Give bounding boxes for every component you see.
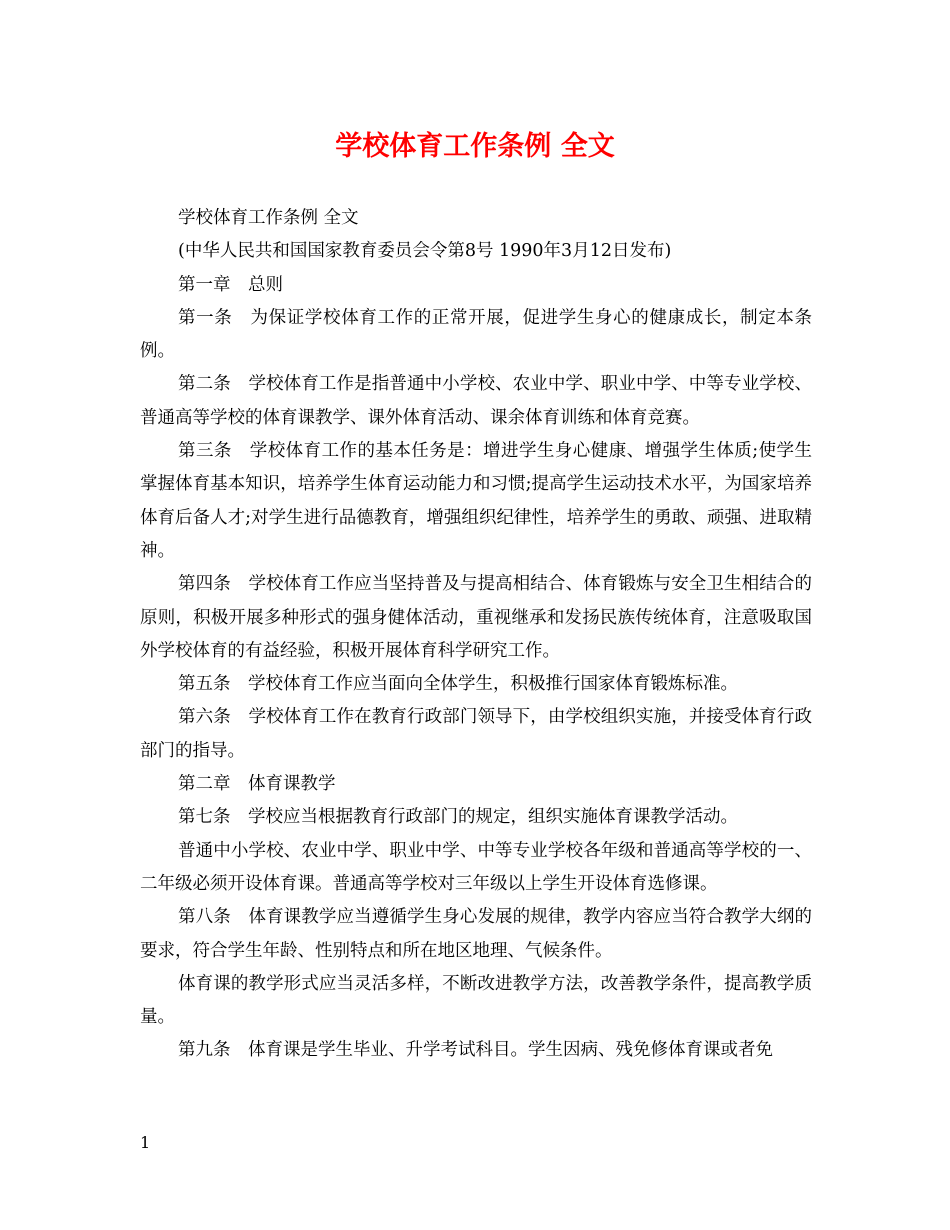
document-title: 学校体育工作条例 全文 (335, 131, 615, 162)
paragraph: 第四条 学校体育工作应当坚持普及与提高相结合、体育锻炼与安全卫生相结合的原则，积极开展多种形式的强身健体活动，重视继承和发扬民族传统体育，注意吸取国外学校体育的有益经验，积极开展体育科学研究工作。 (140, 574, 812, 661)
paragraph: 第五条 学校体育工作应当面向全体学生，积极推行国家体育锻炼标准。 (178, 674, 738, 695)
paragraph: 第二条 学校体育工作是指普通中小学校、农业中学、职业中学、中等专业学校、普通高等学校的体育课教学、课外体育活动、课余体育训练和体育竞赛。 (140, 374, 812, 428)
paragraph: 学校体育工作条例 全文 (178, 208, 359, 228)
document-body (140, 202, 812, 1068)
paragraph: 普通中小学校、农业中学、职业中学、中等专业学校各年级和普通高等学校的一、二年级必须开设体育课。普通高等学校对三年级以上学生开设体育选修课。 (140, 840, 812, 894)
paragraph: 体育课的教学形式应当灵活多样，不断改进教学方法，改善教学条件，提高教学质量。 (140, 973, 812, 1028)
paragraph: 第九条 体育课是学生毕业、升学考试科目。学生因病、残免修体育课或者免 (178, 1040, 773, 1061)
page-number: 1 (140, 1133, 151, 1152)
paragraph: 第三条 学校体育工作的基本任务是：增进学生身心健康、增强学生体质;使学生掌握体育基本知识，培养学生体育运动能力和习惯;提高学生运动技术水平，为国家培养体育后备人才;对学生进行品德教育，增强组织纪律性，培养学生的勇敢、顽强、进取精神。 (140, 441, 812, 561)
paragraph: (中华人民共和国国家教育委员会令第8号 1990年3月12日发布) (178, 241, 672, 262)
chapter-heading: 第二章 体育课教学 (178, 774, 336, 795)
paragraph: 第六条 学校体育工作在教育行政部门领导下，由学校组织实施，并接受体育行政部门的指导。 (140, 707, 812, 761)
paragraph: 第七条 学校应当根据教育行政部门的规定，组织实施体育课教学活动。 (178, 807, 738, 828)
paragraph: 第一条 为保证学校体育工作的正常开展，促进学生身心的健康成长，制定本条例。 (140, 307, 812, 362)
chapter-heading: 第一章 总则 (178, 274, 283, 295)
paragraph: 第八条 体育课教学应当遵循学生身心发展的规律，教学内容应当符合教学大纲的要求，符合学生年龄、性别特点和所在地区地理、气候条件。 (140, 907, 812, 961)
